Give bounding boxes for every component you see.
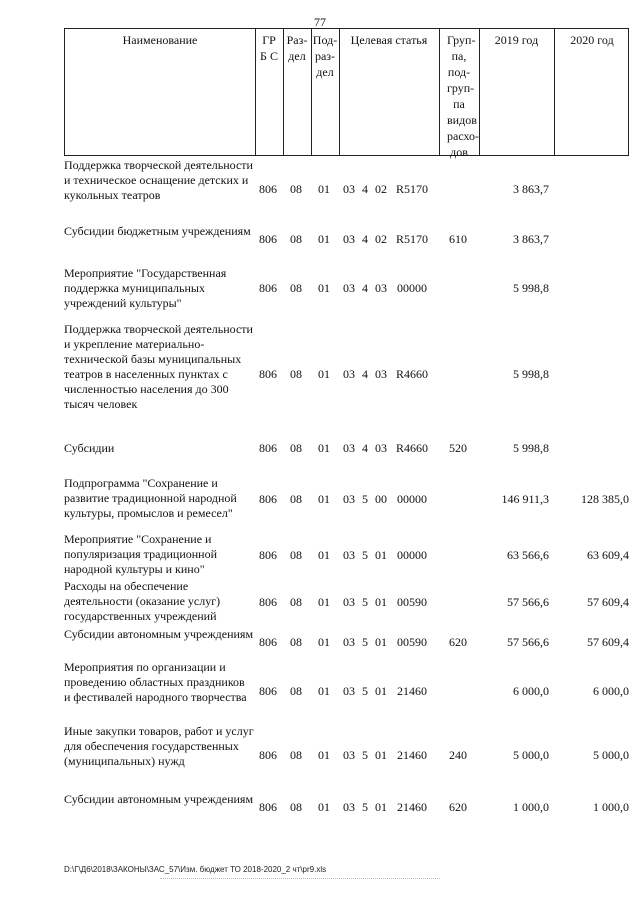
row-target-event: 01 [375, 635, 387, 649]
row-target-code: R5170 [395, 182, 428, 196]
header-grbs: ГРБ С [260, 33, 278, 63]
row-target-subprogram: 5 [362, 800, 368, 814]
table-header [64, 28, 629, 159]
row-target-event: 03 [375, 367, 387, 381]
row-vr: 240 [449, 748, 467, 762]
row-target-program: 03 [343, 748, 355, 762]
row-2020: 57 609,4 [587, 635, 629, 649]
row-target-event: 01 [375, 748, 387, 762]
row-name: Мероприятие "Сохранение и популяризация традиционной народной культуры и кино" [64, 532, 218, 576]
file-path-footer: D:\Г\Д6\2018\ЗАКОНЫ\ЗАС_57\Изм. бюджет ТО 2018-2020_2 чт\pr9.xls [64, 865, 327, 874]
row-target-event: 01 [375, 595, 387, 609]
row-target-program: 03 [343, 635, 355, 649]
row-razdel: 08 [290, 595, 302, 609]
row-2019: 3 863,7 [513, 232, 549, 246]
row-target-code: 21460 [397, 748, 427, 762]
row-2020: 5 000,0 [593, 748, 629, 762]
row-grbs: 806 [259, 441, 277, 455]
row-target-subprogram: 4 [362, 441, 368, 455]
row-2019: 6 000,0 [513, 684, 549, 698]
row-target-code: 00000 [397, 548, 427, 562]
row-razdel: 08 [290, 635, 302, 649]
row-target-code: 21460 [397, 684, 427, 698]
row-vr: 620 [449, 635, 467, 649]
row-target-code: 00000 [397, 281, 427, 295]
row-grbs: 806 [259, 367, 277, 381]
header-2019: 2019 год [494, 33, 539, 47]
header-2020: 2020 год [570, 33, 614, 47]
row-target-event: 03 [375, 281, 387, 295]
header-podrazdel: Под- раз- дел [312, 33, 338, 79]
row-name: Субсидии [64, 441, 115, 455]
header-name: Наименование [122, 33, 198, 47]
row-podrazdel: 01 [318, 595, 330, 609]
row-razdel: 08 [290, 182, 302, 196]
row-2019: 146 911,3 [501, 492, 549, 506]
row-name: Поддержка творческой деятельности и техническое оснащение детских и кукольных театров [64, 158, 253, 202]
row-name: Мероприятия по организации и проведению областных праздников и фестивалей народного творчества [64, 660, 247, 704]
row-target-program: 03 [343, 232, 355, 246]
row-target-code: R5170 [395, 232, 428, 246]
row-podrazdel: 01 [318, 748, 330, 762]
row-razdel: 08 [290, 748, 302, 762]
row-podrazdel: 01 [318, 548, 330, 562]
row-razdel: 08 [290, 367, 302, 381]
row-podrazdel: 01 [318, 800, 330, 814]
row-target-code: R4660 [395, 367, 428, 381]
header-group: Груп- па, под- груп- па видов расхо- дов [447, 33, 480, 159]
row-name: Иные закупки товаров, работ и услуг для обеспечения государственных (муниципальных) нужд [64, 724, 254, 768]
row-grbs: 806 [259, 548, 277, 562]
row-2019: 5 998,8 [513, 281, 549, 295]
row-target-event: 02 [375, 232, 387, 246]
row-grbs: 806 [259, 182, 277, 196]
row-razdel: 08 [290, 281, 302, 295]
row-2020: 63 609,4 [587, 548, 629, 562]
row-target-program: 03 [343, 182, 355, 196]
row-target-program: 03 [343, 367, 355, 381]
row-2019: 3 863,7 [513, 182, 549, 196]
row-target-subprogram: 5 [362, 635, 368, 649]
row-target-event: 00 [375, 492, 387, 506]
row-target-event: 02 [375, 182, 387, 196]
row-target-subprogram: 4 [362, 232, 368, 246]
row-razdel: 08 [290, 232, 302, 246]
page-number: 77 [314, 15, 326, 29]
row-podrazdel: 01 [318, 281, 330, 295]
row-target-event: 01 [375, 800, 387, 814]
row-vr: 520 [449, 441, 467, 455]
row-2019: 57 566,6 [507, 595, 549, 609]
row-target-subprogram: 4 [362, 367, 368, 381]
row-target-program: 03 [343, 595, 355, 609]
row-razdel: 08 [290, 441, 302, 455]
row-podrazdel: 01 [318, 182, 330, 196]
row-grbs: 806 [259, 800, 277, 814]
row-target-event: 01 [375, 548, 387, 562]
row-target-subprogram: 5 [362, 748, 368, 762]
row-target-program: 03 [343, 492, 355, 506]
header-razdel: Раз- дел [286, 33, 308, 63]
row-grbs: 806 [259, 684, 277, 698]
row-target-subprogram: 5 [362, 548, 368, 562]
row-target-code: 00000 [397, 492, 427, 506]
row-podrazdel: 01 [318, 367, 330, 381]
row-2020: 57 609,4 [587, 595, 629, 609]
row-2019: 63 566,6 [507, 548, 549, 562]
row-vr: 610 [449, 232, 467, 246]
header-target: Целевая статья [350, 33, 428, 47]
row-podrazdel: 01 [318, 441, 330, 455]
row-target-subprogram: 5 [362, 492, 368, 506]
row-2019: 1 000,0 [513, 800, 549, 814]
scan-artifact [160, 878, 440, 882]
row-razdel: 08 [290, 492, 302, 506]
row-2019: 5 998,8 [513, 367, 549, 381]
row-name: Поддержка творческой деятельности и укрепление материально-технической базы муниципальных театров в населенных пунктах с численностью населения до 300 тысяч человек [64, 322, 253, 411]
row-razdel: 08 [290, 684, 302, 698]
row-target-subprogram: 4 [362, 182, 368, 196]
row-2020: 6 000,0 [593, 684, 629, 698]
row-grbs: 806 [259, 748, 277, 762]
row-target-event: 01 [375, 684, 387, 698]
row-podrazdel: 01 [318, 232, 330, 246]
row-podrazdel: 01 [318, 684, 330, 698]
row-name: Субсидии автономным учреждениям [64, 627, 254, 641]
row-podrazdel: 01 [318, 635, 330, 649]
row-target-program: 03 [343, 548, 355, 562]
row-target-code: 00590 [397, 595, 427, 609]
row-grbs: 806 [259, 281, 277, 295]
row-2020: 1 000,0 [593, 800, 629, 814]
row-target-subprogram: 4 [362, 281, 368, 295]
row-grbs: 806 [259, 595, 277, 609]
row-podrazdel: 01 [318, 492, 330, 506]
row-name: Субсидии автономным учреждениям [64, 792, 254, 806]
row-target-program: 03 [343, 281, 355, 295]
row-target-code: 00590 [397, 635, 427, 649]
row-target-program: 03 [343, 800, 355, 814]
row-target-subprogram: 5 [362, 684, 368, 698]
row-grbs: 806 [259, 492, 277, 506]
row-name: Расходы на обеспечение деятельности (оказание услуг) государственных учреждений [64, 579, 221, 623]
row-name: Мероприятие "Государственная поддержка муниципальных учреждений культуры" [64, 266, 227, 310]
row-target-program: 03 [343, 441, 355, 455]
row-razdel: 08 [290, 800, 302, 814]
row-vr: 620 [449, 800, 467, 814]
row-target-subprogram: 5 [362, 595, 368, 609]
row-2020: 128 385,0 [581, 492, 629, 506]
row-grbs: 806 [259, 635, 277, 649]
row-2019: 5 998,8 [513, 441, 549, 455]
row-razdel: 08 [290, 548, 302, 562]
row-target-program: 03 [343, 684, 355, 698]
row-2019: 5 000,0 [513, 748, 549, 762]
row-target-event: 03 [375, 441, 387, 455]
row-name: Субсидии бюджетным учреждениям [64, 224, 251, 238]
row-target-code: R4660 [395, 441, 428, 455]
row-target-code: 21460 [397, 800, 427, 814]
row-name: Подпрограмма "Сохранение и развитие традиционной народной культуры, промыслов и ремесел" [64, 476, 237, 520]
row-2019: 57 566,6 [507, 635, 549, 649]
row-grbs: 806 [259, 232, 277, 246]
